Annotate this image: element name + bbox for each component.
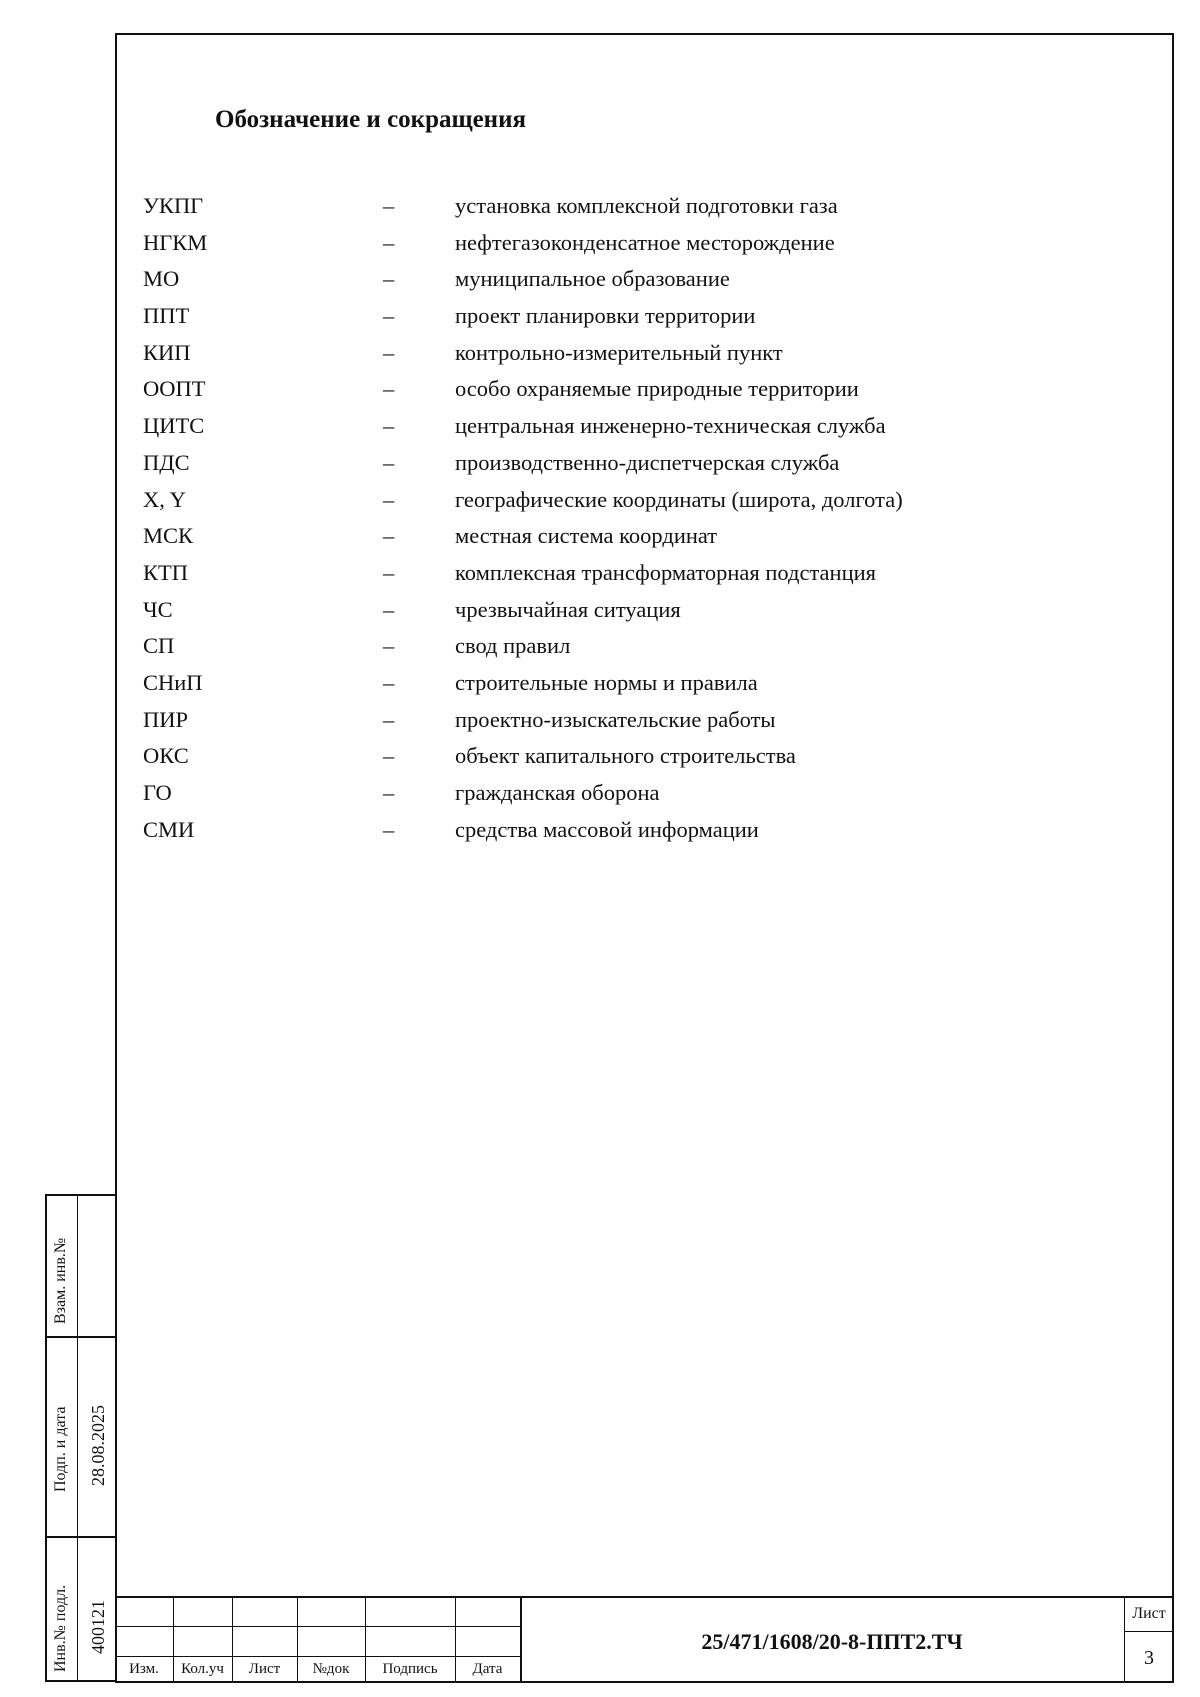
header-data: Дата (472, 1661, 503, 1677)
abbreviation-definition: особо охраняемые природные территории (455, 376, 859, 402)
side-strip-divider (47, 1336, 115, 1338)
header-kol-uch: Кол.уч (181, 1661, 224, 1677)
abbreviation-definition: географические координаты (широта, долгота) (455, 486, 903, 512)
title-block-divider (520, 1598, 522, 1683)
abbreviation-definition: гражданская оборона (455, 780, 660, 805)
abbreviation-definition: проект планировки территории (455, 303, 756, 329)
abbreviation-definition: производственно-диспетчерская служба (455, 449, 840, 475)
sheet-number: 3 (1144, 1647, 1154, 1669)
abbreviation-dash: – (383, 193, 395, 218)
abbreviation-dash: – (383, 449, 395, 475)
side-stamp-strip (45, 1194, 115, 1682)
abbreviation-dash: – (383, 669, 395, 695)
abbreviation-definition: строительные нормы и правила (455, 669, 758, 695)
abbreviation-definition: средства массовой информации (455, 816, 759, 842)
abbreviation-dash: – (383, 229, 395, 255)
abbreviation-term: НГКМ (143, 229, 208, 255)
abbreviation-term: МСК (143, 523, 194, 549)
abbreviation-definition: местная система координат (455, 523, 718, 549)
abbreviation-term: СП (143, 633, 175, 659)
abbreviation-dash: – (383, 743, 395, 769)
vzam-inv-label: Взам. инв.№ (52, 1237, 69, 1324)
side-strip-divider (77, 1196, 78, 1680)
abbreviation-definition: муниципальное образование (455, 266, 730, 292)
abbreviation-dash: – (383, 559, 395, 585)
title-block-divider (1124, 1631, 1174, 1632)
abbreviation-term: ПДС (143, 449, 190, 475)
abbreviation-definition: комплексная трансформаторная подстанция (455, 559, 877, 585)
abbreviation-term: X, Y (143, 486, 186, 512)
abbreviation-definition: проектно-изыскательские работы (455, 706, 776, 732)
abbreviation-definition: контрольно-измерительный пункт (455, 339, 783, 365)
header-n-dok: №док (312, 1661, 350, 1677)
abbreviation-term: ЦИТС (143, 413, 205, 439)
podp-data-value: 28.08.2025 (88, 1405, 108, 1486)
abbreviation-term: ЧС (143, 596, 173, 622)
side-strip-divider (47, 1536, 115, 1538)
abbreviation-definition: установка комплексной подготовки газа (455, 193, 838, 218)
abbreviation-term: МО (143, 266, 180, 292)
abbreviation-term: УКПГ (143, 193, 204, 218)
abbreviation-dash: – (383, 303, 395, 329)
abbreviation-dash: – (383, 486, 395, 512)
abbreviation-definition: чрезвычайная ситуация (455, 596, 681, 622)
inv-podl-label: Инв.№ подл. (52, 1584, 69, 1672)
document-code: 25/471/1608/20-8-ППТ2.ТЧ (701, 1629, 963, 1654)
abbreviation-definition: нефтегазоконденсатное месторождение (455, 229, 835, 255)
abbreviation-dash: – (383, 706, 395, 732)
abbreviation-term: ГО (143, 780, 172, 805)
abbreviation-dash: – (383, 339, 395, 365)
abbreviation-dash: – (383, 633, 395, 659)
title-block-divider (115, 1656, 520, 1657)
abbreviation-dash: – (383, 266, 395, 292)
page-title: Обозначение и сокращения (215, 106, 527, 133)
header-list: Лист (248, 1661, 281, 1677)
title-block (115, 1596, 1174, 1683)
abbreviation-term: ППТ (143, 303, 190, 329)
abbreviation-dash: – (383, 413, 395, 439)
podp-data-label: Подп. и дата (52, 1406, 69, 1492)
abbreviation-term: ООПТ (143, 376, 206, 402)
header-podpis: Подпись (382, 1661, 438, 1677)
abbreviation-dash: – (383, 780, 395, 805)
sheet-label: Лист (1132, 1605, 1166, 1622)
abbreviation-term: КИП (143, 339, 191, 365)
inv-podl-value: 400121 (88, 1600, 108, 1654)
abbreviation-dash: – (383, 376, 395, 402)
abbreviation-dash: – (383, 816, 395, 842)
abbreviation-dash: – (383, 596, 395, 622)
abbreviation-term: СНиП (143, 669, 203, 695)
title-block-divider (115, 1626, 520, 1627)
abbreviation-definition: центральная инженерно-техническая служба (455, 413, 886, 439)
abbreviation-dash: – (383, 523, 395, 549)
abbreviation-term: ПИР (143, 706, 189, 732)
abbreviation-term: ОКС (143, 743, 189, 769)
abbreviation-term: СМИ (143, 816, 195, 842)
abbreviation-term: КТП (143, 559, 188, 585)
header-izm: Изм. (129, 1661, 159, 1677)
abbreviation-definition: свод правил (455, 633, 571, 659)
abbreviation-definition: объект капитального строительства (455, 743, 796, 769)
